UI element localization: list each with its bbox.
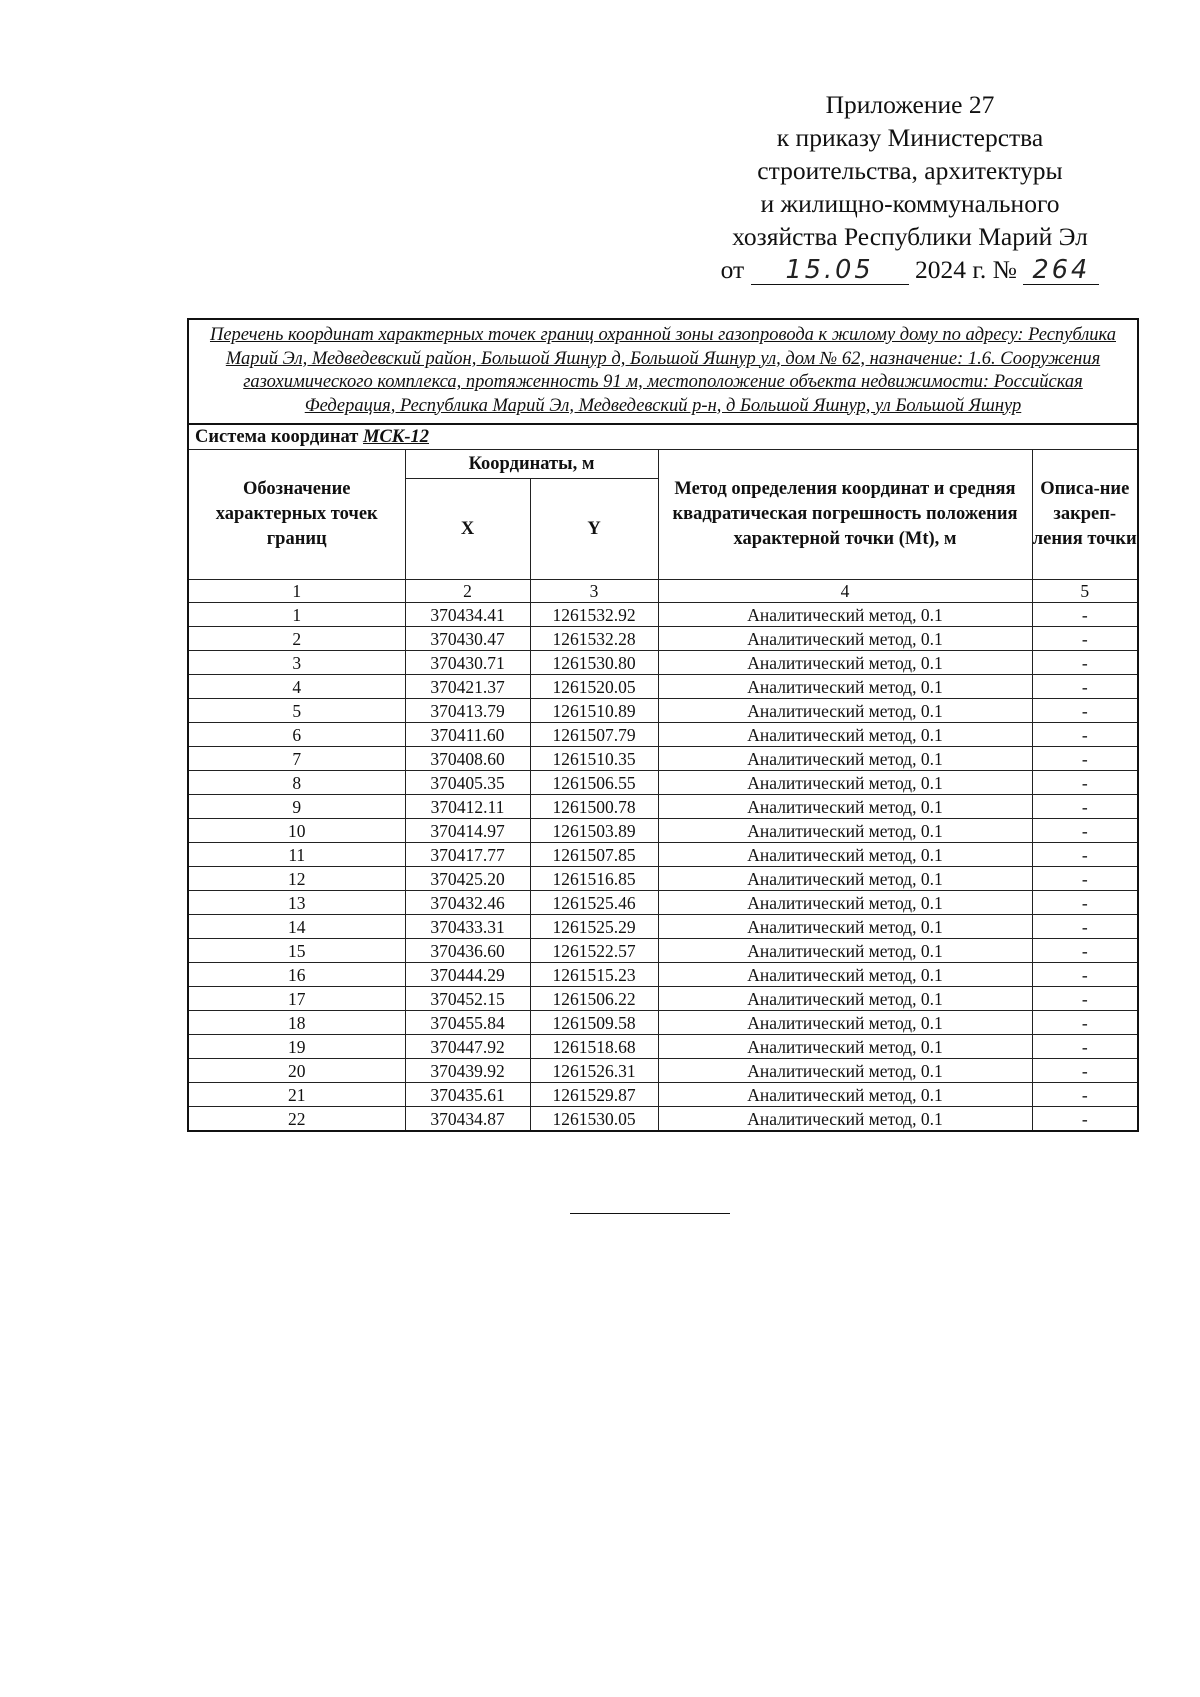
cell-desc: -: [1032, 987, 1138, 1011]
cell-point: 4: [188, 675, 405, 699]
cell-x: 370412.11: [405, 795, 530, 819]
table-row: [188, 843, 1138, 867]
cell-desc: -: [1032, 1035, 1138, 1059]
cell-method: Аналитический метод, 0.1: [658, 603, 1032, 627]
header-coords: Координаты, м: [405, 450, 658, 479]
table-row: [188, 747, 1138, 771]
cell-x: 370417.77: [405, 843, 530, 867]
system-label: Система координат: [195, 427, 359, 447]
cell-x: 370455.84: [405, 1011, 530, 1035]
column-number: 1: [188, 580, 405, 603]
cell-desc: -: [1032, 675, 1138, 699]
cell-method: Аналитический метод, 0.1: [658, 987, 1032, 1011]
annex-line: Приложение 27: [825, 90, 995, 119]
cell-point: 7: [188, 747, 405, 771]
table-row: [188, 699, 1138, 723]
table-row: [188, 915, 1138, 939]
cell-point: 5: [188, 699, 405, 723]
cell-x: 370430.47: [405, 627, 530, 651]
annex-header: [640, 88, 1180, 286]
cell-point: 21: [188, 1083, 405, 1107]
cell-desc: -: [1032, 939, 1138, 963]
cell-desc: -: [1032, 1107, 1138, 1132]
cell-point: 18: [188, 1011, 405, 1035]
table-row: [188, 963, 1138, 987]
cell-x: 370452.15: [405, 987, 530, 1011]
date-prefix: от: [720, 255, 745, 284]
cell-y: 1261516.85: [530, 867, 658, 891]
column-number: 3: [530, 580, 658, 603]
table-row: [188, 939, 1138, 963]
annex-line: и жилищно-коммунального: [760, 189, 1060, 218]
table-row: [188, 891, 1138, 915]
cell-desc: -: [1032, 747, 1138, 771]
header-row: [188, 450, 1138, 479]
cell-point: 10: [188, 819, 405, 843]
cell-point: 9: [188, 795, 405, 819]
cell-method: Аналитический метод, 0.1: [658, 1011, 1032, 1035]
header-point: Обозначение характерных точек границ: [188, 450, 405, 580]
cell-desc: -: [1032, 723, 1138, 747]
system-row: [188, 424, 1138, 450]
cell-y: 1261532.92: [530, 603, 658, 627]
cell-x: 370408.60: [405, 747, 530, 771]
cell-y: 1261510.35: [530, 747, 658, 771]
column-number: 5: [1032, 580, 1138, 603]
cell-point: 19: [188, 1035, 405, 1059]
cell-method: Аналитический метод, 0.1: [658, 843, 1032, 867]
table-row: [188, 1107, 1138, 1132]
cell-y: 1261506.55: [530, 771, 658, 795]
cell-point: 22: [188, 1107, 405, 1132]
cell-y: 1261507.79: [530, 723, 658, 747]
table-body: [188, 603, 1138, 1132]
column-numbers-row: [188, 580, 1138, 603]
cell-y: 1261522.57: [530, 939, 658, 963]
cell-method: Аналитический метод, 0.1: [658, 747, 1032, 771]
header-desc: Описа-ние закреп-ления точки: [1032, 450, 1138, 580]
table-row: [188, 1083, 1138, 1107]
cell-desc: -: [1032, 771, 1138, 795]
cell-method: Аналитический метод, 0.1: [658, 819, 1032, 843]
cell-y: 1261515.23: [530, 963, 658, 987]
cell-point: 17: [188, 987, 405, 1011]
cell-desc: -: [1032, 843, 1138, 867]
title-row: [188, 319, 1138, 424]
cell-method: Аналитический метод, 0.1: [658, 771, 1032, 795]
cell-x: 370425.20: [405, 867, 530, 891]
coordinate-system: [188, 424, 1138, 450]
cell-y: 1261506.22: [530, 987, 658, 1011]
handwritten-date: 15.05: [751, 256, 909, 285]
cell-x: 370436.60: [405, 939, 530, 963]
annex-line: хозяйства Республики Марий Эл: [732, 222, 1088, 251]
cell-x: 370444.29: [405, 963, 530, 987]
cell-desc: -: [1032, 1083, 1138, 1107]
cell-method: Аналитический метод, 0.1: [658, 867, 1032, 891]
cell-x: 370405.35: [405, 771, 530, 795]
cell-y: 1261525.46: [530, 891, 658, 915]
cell-y: 1261507.85: [530, 843, 658, 867]
table-row: [188, 603, 1138, 627]
cell-y: 1261530.05: [530, 1107, 658, 1132]
cell-desc: -: [1032, 603, 1138, 627]
cell-desc: -: [1032, 963, 1138, 987]
cell-y: 1261525.29: [530, 915, 658, 939]
cell-method: Аналитический метод, 0.1: [658, 1107, 1032, 1132]
table-row: [188, 651, 1138, 675]
cell-point: 6: [188, 723, 405, 747]
table-title: Перечень координат характерных точек границ охранной зоны газопровода к жилому дому по адресу: Республика Марий Эл, Медведевский район, Большой Яшнур д, Большой Яшнур ул, дом № 62, назначение: 1.6. Сооружения газохимического комплекса, протяженность 91 м, местоположение объекта недвижимости: Российская Федерация, Республика Марий Эл, Медведевский р-н, д Большой Яшнур, ул Большой Яшнур: [188, 319, 1138, 424]
table-row: [188, 675, 1138, 699]
cell-x: 370447.92: [405, 1035, 530, 1059]
handwritten-number: 264: [1023, 256, 1099, 285]
table-row: [188, 1035, 1138, 1059]
table-row: [188, 723, 1138, 747]
table-row: [188, 1011, 1138, 1035]
cell-y: 1261532.28: [530, 627, 658, 651]
cell-method: Аналитический метод, 0.1: [658, 1059, 1032, 1083]
table-row: [188, 987, 1138, 1011]
cell-point: 3: [188, 651, 405, 675]
cell-desc: -: [1032, 651, 1138, 675]
cell-desc: -: [1032, 627, 1138, 651]
cell-point: 20: [188, 1059, 405, 1083]
table-row: [188, 771, 1138, 795]
cell-x: 370434.87: [405, 1107, 530, 1132]
cell-point: 13: [188, 891, 405, 915]
cell-point: 8: [188, 771, 405, 795]
cell-x: 370430.71: [405, 651, 530, 675]
column-number: 2: [405, 580, 530, 603]
cell-method: Аналитический метод, 0.1: [658, 915, 1032, 939]
cell-point: 2: [188, 627, 405, 651]
cell-desc: -: [1032, 867, 1138, 891]
cell-point: 14: [188, 915, 405, 939]
annex-line: строительства, архитектуры: [757, 156, 1063, 185]
annex-line: к приказу Министерства: [776, 123, 1044, 152]
cell-y: 1261526.31: [530, 1059, 658, 1083]
cell-y: 1261520.05: [530, 675, 658, 699]
table-row: [188, 867, 1138, 891]
cell-method: Аналитический метод, 0.1: [658, 963, 1032, 987]
cell-method: Аналитический метод, 0.1: [658, 723, 1032, 747]
table-row: [188, 795, 1138, 819]
cell-y: 1261503.89: [530, 819, 658, 843]
header-y: Y: [530, 479, 658, 580]
cell-x: 370432.46: [405, 891, 530, 915]
cell-desc: -: [1032, 915, 1138, 939]
separator-line: [570, 1213, 730, 1214]
cell-desc: -: [1032, 819, 1138, 843]
cell-method: Аналитический метод, 0.1: [658, 675, 1032, 699]
coordinates-table: [187, 318, 1139, 1132]
cell-point: 1: [188, 603, 405, 627]
cell-point: 16: [188, 963, 405, 987]
cell-method: Аналитический метод, 0.1: [658, 651, 1032, 675]
cell-x: 370411.60: [405, 723, 530, 747]
year-text: 2024 г. №: [914, 255, 1017, 284]
cell-x: 370433.31: [405, 915, 530, 939]
cell-x: 370439.92: [405, 1059, 530, 1083]
cell-x: 370421.37: [405, 675, 530, 699]
cell-desc: -: [1032, 1059, 1138, 1083]
cell-desc: -: [1032, 891, 1138, 915]
cell-method: Аналитический метод, 0.1: [658, 939, 1032, 963]
cell-x: 370435.61: [405, 1083, 530, 1107]
cell-point: 12: [188, 867, 405, 891]
table-row: [188, 819, 1138, 843]
header-x: X: [405, 479, 530, 580]
cell-desc: -: [1032, 1011, 1138, 1035]
cell-y: 1261509.58: [530, 1011, 658, 1035]
header-method: Метод определения координат и средняя квадратическая погрешность положения характерной точки (Mt), м: [658, 450, 1032, 580]
cell-method: Аналитический метод, 0.1: [658, 1035, 1032, 1059]
table-row: [188, 1059, 1138, 1083]
cell-y: 1261530.80: [530, 651, 658, 675]
cell-method: Аналитический метод, 0.1: [658, 627, 1032, 651]
cell-x: 370414.97: [405, 819, 530, 843]
cell-desc: -: [1032, 795, 1138, 819]
cell-method: Аналитический метод, 0.1: [658, 1083, 1032, 1107]
cell-desc: -: [1032, 699, 1138, 723]
system-value: МСК-12: [363, 427, 429, 447]
cell-y: 1261529.87: [530, 1083, 658, 1107]
cell-point: 15: [188, 939, 405, 963]
cell-method: Аналитический метод, 0.1: [658, 795, 1032, 819]
order-date-line: [640, 253, 1180, 286]
cell-x: 370413.79: [405, 699, 530, 723]
cell-y: 1261510.89: [530, 699, 658, 723]
cell-method: Аналитический метод, 0.1: [658, 699, 1032, 723]
cell-method: Аналитический метод, 0.1: [658, 891, 1032, 915]
cell-point: 11: [188, 843, 405, 867]
column-number: 4: [658, 580, 1032, 603]
table-row: [188, 627, 1138, 651]
cell-y: 1261500.78: [530, 795, 658, 819]
cell-x: 370434.41: [405, 603, 530, 627]
cell-y: 1261518.68: [530, 1035, 658, 1059]
